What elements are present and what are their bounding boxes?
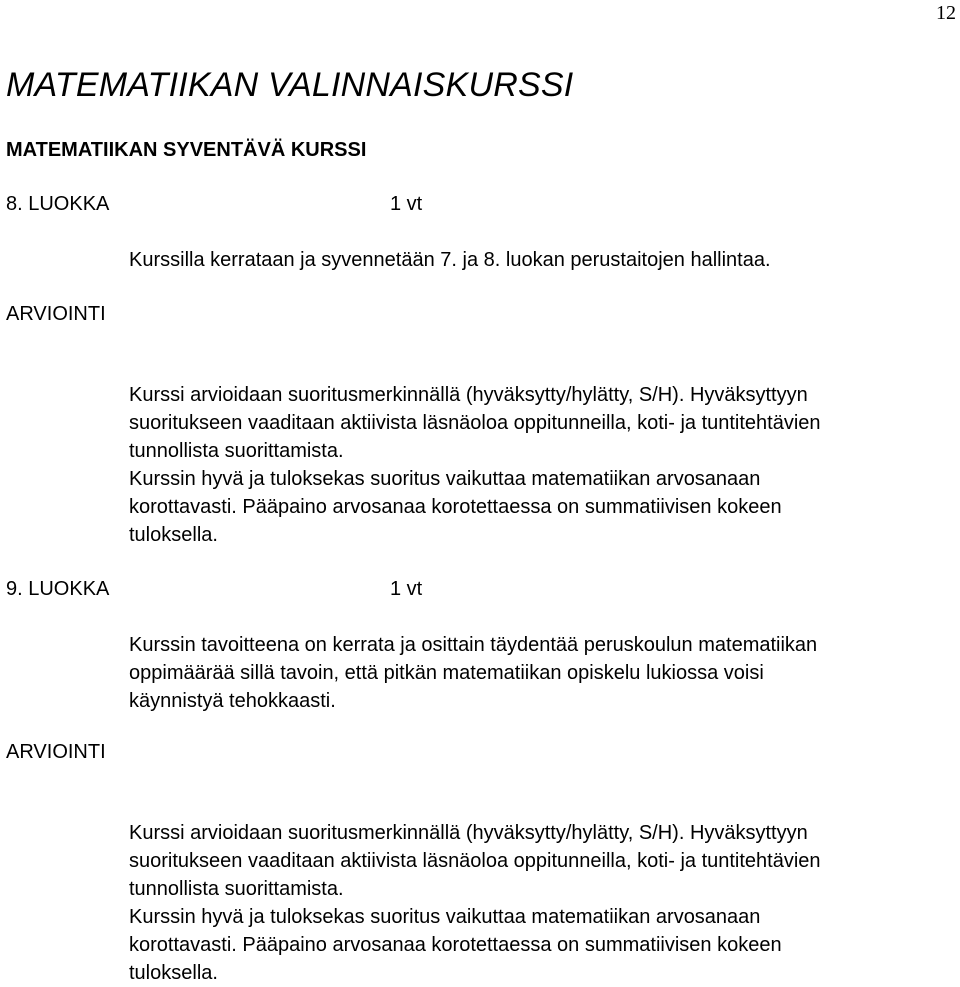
grade-9-description-line: Kurssin tavoitteena on kerrata ja osittain täydentää peruskoulun matematiikan bbox=[129, 634, 818, 656]
grade-9-assessment-label: ARVIOINTI bbox=[6, 741, 106, 763]
grade-9-description-line: oppimäärää sillä tavoin, että pitkän matematiikan opiskelu lukiossa voisi bbox=[129, 662, 764, 684]
grade-9-description-line: käynnistyä tehokkaasti. bbox=[129, 690, 336, 712]
grade-8-assessment-line: korottavasti. Pääpaino arvosanaa korotettaessa on summatiivisen kokeen bbox=[129, 496, 782, 518]
grade-9-assessment-line: tuloksella. bbox=[129, 962, 218, 984]
grade-8-label: 8. LUOKKA bbox=[6, 193, 110, 215]
grade-8-assessment-label: ARVIOINTI bbox=[6, 303, 106, 325]
course-subtitle: MATEMATIIKAN SYVENTÄVÄ KURSSI bbox=[6, 139, 367, 161]
grade-8-assessment-line: tunnollista suorittamista. bbox=[129, 440, 344, 462]
grade-9-assessment-line: suoritukseen vaaditaan aktiivista läsnäoloa oppitunneilla, koti- ja tuntitehtävien bbox=[129, 850, 821, 872]
grade-8-assessment-line: tuloksella. bbox=[129, 524, 218, 546]
page-number: 12 bbox=[936, 2, 956, 24]
grade-8-assessment-line: Kurssi arvioidaan suoritusmerkinnällä (hyväksytty/hylätty, S/H). Hyväksyttyyn bbox=[129, 384, 808, 406]
grade-9-label: 9. LUOKKA bbox=[6, 578, 110, 600]
grade-8-assessment-text bbox=[129, 381, 821, 549]
page-title: MATEMATIIKAN VALINNAISKURSSI bbox=[6, 66, 574, 104]
grade-8-assessment-line: Kurssin hyvä ja tuloksekas suoritus vaikuttaa matematiikan arvosanaan bbox=[129, 468, 761, 490]
grade-9-assessment-text bbox=[129, 819, 821, 987]
grade-8-description: Kurssilla kerrataan ja syvennetään 7. ja 8. luokan perustaitojen hallintaa. bbox=[129, 249, 771, 271]
grade-9-assessment-line: Kurssi arvioidaan suoritusmerkinnällä (hyväksytty/hylätty, S/H). Hyväksyttyyn bbox=[129, 822, 808, 844]
grade-9-hours: 1 vt bbox=[390, 578, 423, 600]
grade-9-description bbox=[129, 631, 817, 715]
grade-8-assessment-line: suoritukseen vaaditaan aktiivista läsnäoloa oppitunneilla, koti- ja tuntitehtävien bbox=[129, 412, 821, 434]
grade-9-assessment-line: Kurssin hyvä ja tuloksekas suoritus vaikuttaa matematiikan arvosanaan bbox=[129, 906, 761, 928]
grade-9-assessment-line: korottavasti. Pääpaino arvosanaa korotettaessa on summatiivisen kokeen bbox=[129, 934, 782, 956]
grade-8-hours: 1 vt bbox=[390, 193, 423, 215]
grade-9-assessment-line: tunnollista suorittamista. bbox=[129, 878, 344, 900]
